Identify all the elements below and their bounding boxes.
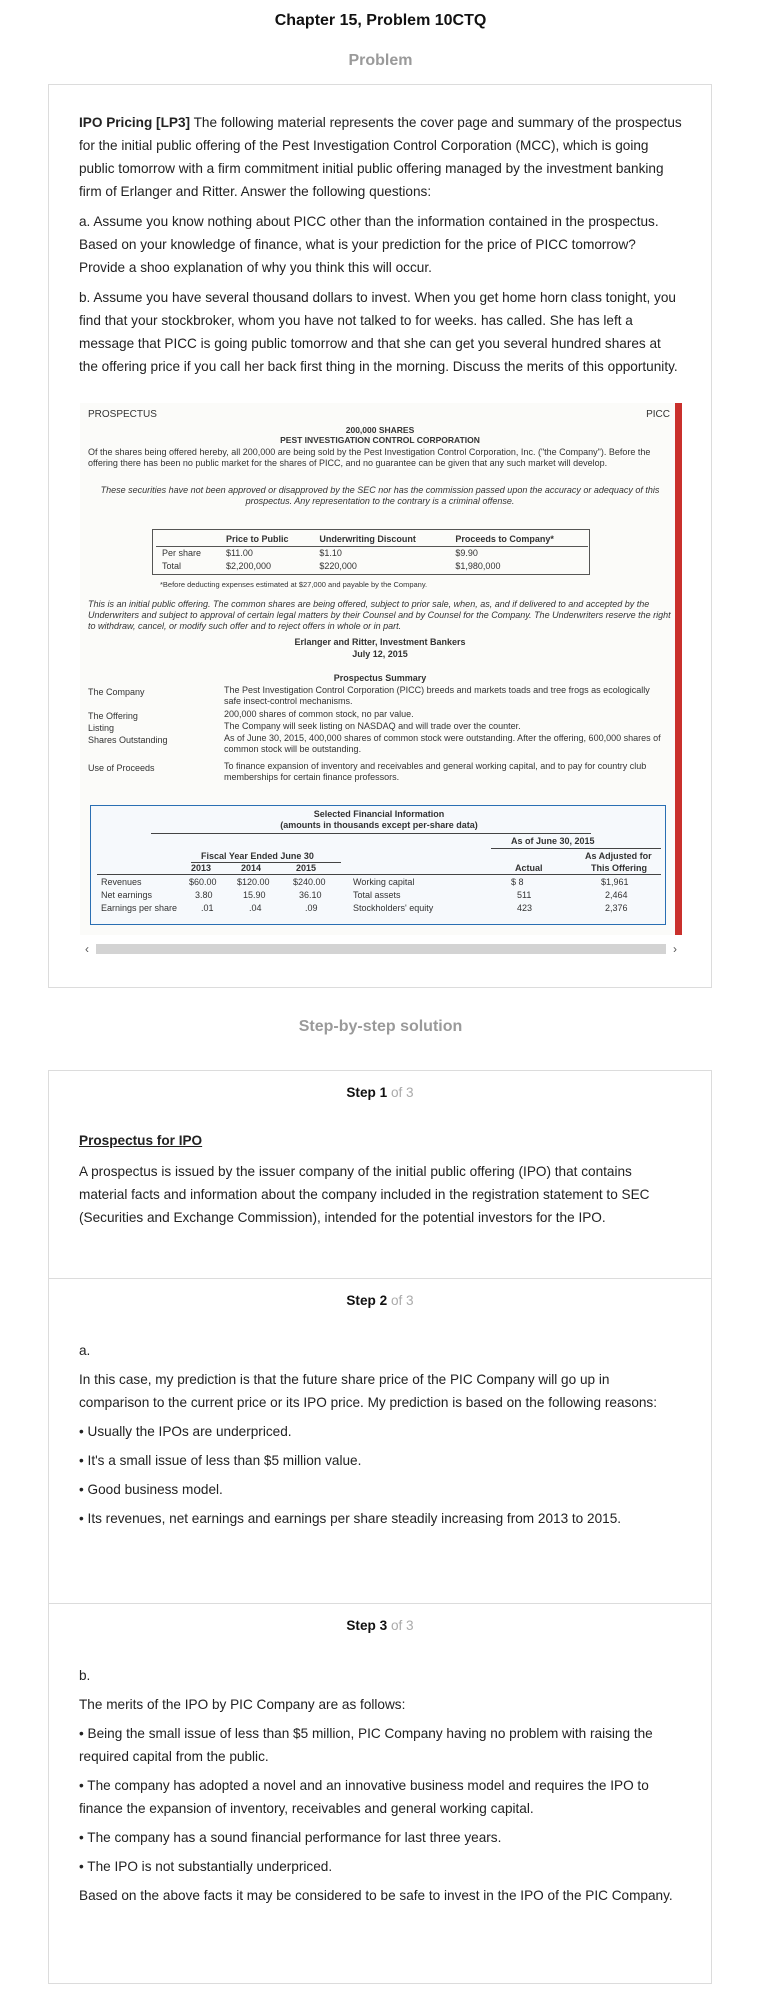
col-actual: Actual bbox=[515, 863, 543, 873]
fin-value: 3.80 bbox=[195, 890, 213, 900]
prospectus-company: PEST INVESTIGATION CONTROL CORPORATION bbox=[280, 435, 480, 445]
step-paragraph: A prospectus is issued by the issuer company of the initial public offering (IPO) that contains material facts and information about the company included in the registration statement to SEC (Securities and Exchange Commission), intended for the potential investors for the IPO. bbox=[79, 1164, 650, 1225]
list-item: • Being the small issue of less than $5 million, PIC Company having no problem with raising the required capital from the public. bbox=[79, 1726, 653, 1764]
step-number: Step 2 bbox=[346, 1293, 388, 1308]
list-item: • The company has a sound financial performance for last three years. bbox=[79, 1830, 502, 1845]
price-header-public: Price to Public bbox=[220, 533, 313, 547]
prospectus-shares: 200,000 SHARES bbox=[345, 425, 415, 435]
table-cell: $1.10 bbox=[319, 548, 342, 558]
step-2 bbox=[49, 1279, 711, 1604]
step-1 bbox=[49, 1071, 711, 1279]
step-paragraph: b. bbox=[79, 1668, 91, 1683]
fin-value: $60.00 bbox=[189, 877, 217, 887]
fiscal-header: Fiscal Year Ended June 30 bbox=[201, 851, 314, 861]
page-title: Chapter 15, Problem 10CTQ bbox=[274, 12, 487, 29]
step-paragraph: a. bbox=[79, 1343, 91, 1358]
prospectus-header-left: PROSPECTUS bbox=[88, 409, 157, 420]
list-item: • It's a small issue of less than $5 million value. bbox=[79, 1453, 362, 1468]
balance-label: Stockholders' equity bbox=[353, 903, 434, 913]
balance-actual: 423 bbox=[517, 903, 533, 913]
step-label bbox=[49, 1293, 711, 1308]
step-paragraph: The merits of the IPO by PIC Company are as follows: bbox=[79, 1697, 406, 1712]
price-note: *Before deducting expenses estimated at $27,000 and payable by the Company. bbox=[160, 580, 428, 589]
fin-value: 15.90 bbox=[243, 890, 266, 900]
year-2014: 2014 bbox=[241, 863, 262, 873]
scroll-thumb[interactable] bbox=[96, 944, 666, 954]
financial-title: Selected Financial Information bbox=[313, 809, 445, 819]
prospectus-date: July 12, 2015 bbox=[352, 649, 408, 659]
table-cell: $220,000 bbox=[319, 561, 357, 571]
prospectus-banker: Erlanger and Ritter, Investment Bankers bbox=[294, 637, 466, 647]
financial-subtitle: (amounts in thousands except per-share data) bbox=[280, 820, 478, 830]
step-label bbox=[49, 1618, 711, 1633]
fin-value: $120.00 bbox=[237, 877, 270, 887]
list-item: • Its revenues, net earnings and earnings per share steadily increasing from 2013 to 2015. bbox=[79, 1511, 622, 1526]
summary-value: To finance expansion of inventory and receivables and general working capital, and to pay for country club memberships for certain finance professors. bbox=[224, 761, 647, 782]
step-of: of 3 bbox=[390, 1293, 414, 1308]
divider bbox=[491, 848, 661, 849]
problem-title: IPO Pricing [LP3] bbox=[79, 115, 191, 130]
table-cell: $11.00 bbox=[225, 548, 253, 558]
balance-label: Total assets bbox=[353, 890, 401, 900]
summary-label: The Offering bbox=[88, 711, 138, 721]
summary-title: Prospectus Summary bbox=[333, 673, 427, 683]
balance-adjusted: $1,961 bbox=[601, 877, 629, 887]
table-cell: $1,980,000 bbox=[455, 561, 501, 571]
balance-adjusted: 2,464 bbox=[605, 890, 628, 900]
summary-value: As of June 30, 2015, 400,000 shares of common stock were outstanding. After the offering, 600,000 shares of common stock will be outstanding. bbox=[224, 733, 661, 754]
problem-card bbox=[48, 84, 712, 988]
fin-label: Revenues bbox=[101, 877, 142, 887]
scroll-right-icon[interactable]: › bbox=[673, 942, 677, 956]
step-number: Step 1 bbox=[346, 1085, 388, 1100]
year-2015: 2015 bbox=[296, 863, 317, 873]
prospectus-image bbox=[80, 403, 682, 935]
price-header-blank bbox=[156, 533, 220, 547]
step-label bbox=[49, 1085, 711, 1100]
table-cell: $2,200,000 bbox=[225, 561, 272, 571]
asof-header: As of June 30, 2015 bbox=[511, 836, 595, 846]
step-paragraph: In this case, my prediction is that the future share price of the PIC Company will go up in comparison to the current price or its IPO price. My prediction is based on the following reasons: bbox=[79, 1372, 658, 1410]
step-3 bbox=[49, 1604, 711, 1984]
step-body bbox=[79, 1339, 683, 1536]
step-of: of 3 bbox=[390, 1618, 414, 1633]
prospectus-para3: This is an initial public offering. The common shares are being offered, subject to prior sale, when, as, and if delivered to and accepted by the Underwriters and subject to approval of certain legal matters by their Counsel and by Counsel for the Company. The Underwriters reserve the right to withdraw, cancel, or modify such offer and to reject offers in whole or in part. bbox=[88, 599, 671, 631]
question-a: a. Assume you know nothing about PICC other than the information contained in the prospectus. Based on your knowledge of finance, what is your prediction for the price of PICC tomorrow? Provide a shoo explanation of why you think this will occur. bbox=[79, 214, 659, 275]
table-cell: $9.90 bbox=[455, 548, 478, 558]
question-b: b. Assume you have several thousand dollars to invest. When you get home horn class tonight, you find that your stockbroker, whom you have not talked to for weeks. has called. She has left a message that PICC is going public tomorrow and that she can get you several hundred shares at the offering price if you call her back first thing in the morning. Discuss the merits of this opportunity. bbox=[79, 290, 678, 374]
year-2013: 2013 bbox=[191, 863, 212, 873]
problem-intro-text: The following material represents the cover page and summary of the prospectus for the initial public offering of the Pest Investigation Control Corporation (MCC), which is going public tomorrow with a firm commitment initial public offering managed by the investment banking firm of Erlanger and Ritter. Answer the following questions: bbox=[79, 115, 682, 199]
solution-heading: Step-by-step solution bbox=[298, 1018, 463, 1035]
step-body bbox=[79, 1664, 683, 1913]
prospectus-para1: Of the shares being offered hereby, all 200,000 are being sold by the Pest Investigation Control Corporation, Inc. ("the Company"). Before the offering there has been no public market for the shares of PICC, and no guarantee can be given that any such market will develop. bbox=[88, 447, 651, 468]
fin-label: Earnings per share bbox=[101, 903, 178, 913]
fin-value: .01 bbox=[201, 903, 214, 913]
step-heading: Prospectus for IPO bbox=[79, 1133, 203, 1148]
table-row bbox=[156, 560, 588, 573]
summary-label: Listing bbox=[88, 723, 115, 733]
step-paragraph: Based on the above facts it may be considered to be safe to invest in the IPO of the PIC Company. bbox=[79, 1888, 673, 1903]
prospectus-header-right: PICC bbox=[646, 409, 670, 420]
balance-adjusted: 2,376 bbox=[605, 903, 628, 913]
divider bbox=[151, 833, 591, 834]
price-header-proceeds: Proceeds to Company* bbox=[449, 533, 588, 547]
divider bbox=[191, 862, 341, 863]
balance-label: Working capital bbox=[353, 877, 415, 887]
balance-actual: 511 bbox=[517, 890, 532, 900]
fin-value: .09 bbox=[305, 903, 318, 913]
problem-text bbox=[79, 111, 683, 385]
problem-intro bbox=[79, 111, 683, 203]
table-row bbox=[156, 547, 588, 561]
table-cell: Total bbox=[162, 561, 182, 571]
col-adjusted-1: As Adjusted for bbox=[585, 851, 652, 861]
step-body bbox=[79, 1129, 683, 1235]
list-item: • The IPO is not substantially underpriced. bbox=[79, 1859, 333, 1874]
summary-value: 200,000 shares of common stock, no par value. bbox=[224, 709, 414, 719]
financial-table bbox=[90, 805, 666, 925]
list-item: • Usually the IPOs are underpriced. bbox=[79, 1424, 292, 1439]
balance-actual: $ 8 bbox=[511, 877, 524, 887]
summary-label: The Company bbox=[88, 687, 145, 697]
fin-label: Net earnings bbox=[101, 890, 153, 900]
list-item: • Good business model. bbox=[79, 1482, 223, 1497]
fin-value: $240.00 bbox=[293, 877, 326, 887]
divider bbox=[97, 874, 661, 875]
summary-label: Use of Proceeds bbox=[88, 763, 155, 773]
col-adjusted-2: This Offering bbox=[591, 863, 647, 873]
solution-card bbox=[48, 1070, 712, 1984]
step-number: Step 3 bbox=[346, 1618, 388, 1633]
summary-label: Shares Outstanding bbox=[88, 735, 168, 745]
fin-value: .04 bbox=[249, 903, 262, 913]
step-of: of 3 bbox=[390, 1085, 414, 1100]
prospectus-para2: These securities have not been approved or disapproved by the SEC nor has the commission passed upon the accuracy or adequacy of this prospectus. Any representation to the contrary is a criminal offense. bbox=[100, 485, 660, 506]
fin-value: 36.10 bbox=[299, 890, 322, 900]
table-cell: Per share bbox=[162, 548, 202, 558]
horizontal-scrollbar[interactable] bbox=[80, 941, 682, 957]
problem-heading: Problem bbox=[348, 52, 413, 69]
price-header-discount: Underwriting Discount bbox=[313, 533, 449, 547]
summary-value: The Pest Investigation Control Corporation (PICC) breeds and markets toads and tree frogs as ecologically safe insect-control mechanisms. bbox=[224, 685, 650, 706]
summary-value: The Company will seek listing on NASDAQ and will trade over the counter. bbox=[224, 721, 521, 731]
list-item: • The company has adopted a novel and an innovative business model and requires the IPO to finance the expansion of inventory, receivables and general working capital. bbox=[79, 1778, 649, 1816]
scroll-left-icon[interactable]: ‹ bbox=[85, 942, 89, 956]
price-table bbox=[156, 533, 588, 573]
